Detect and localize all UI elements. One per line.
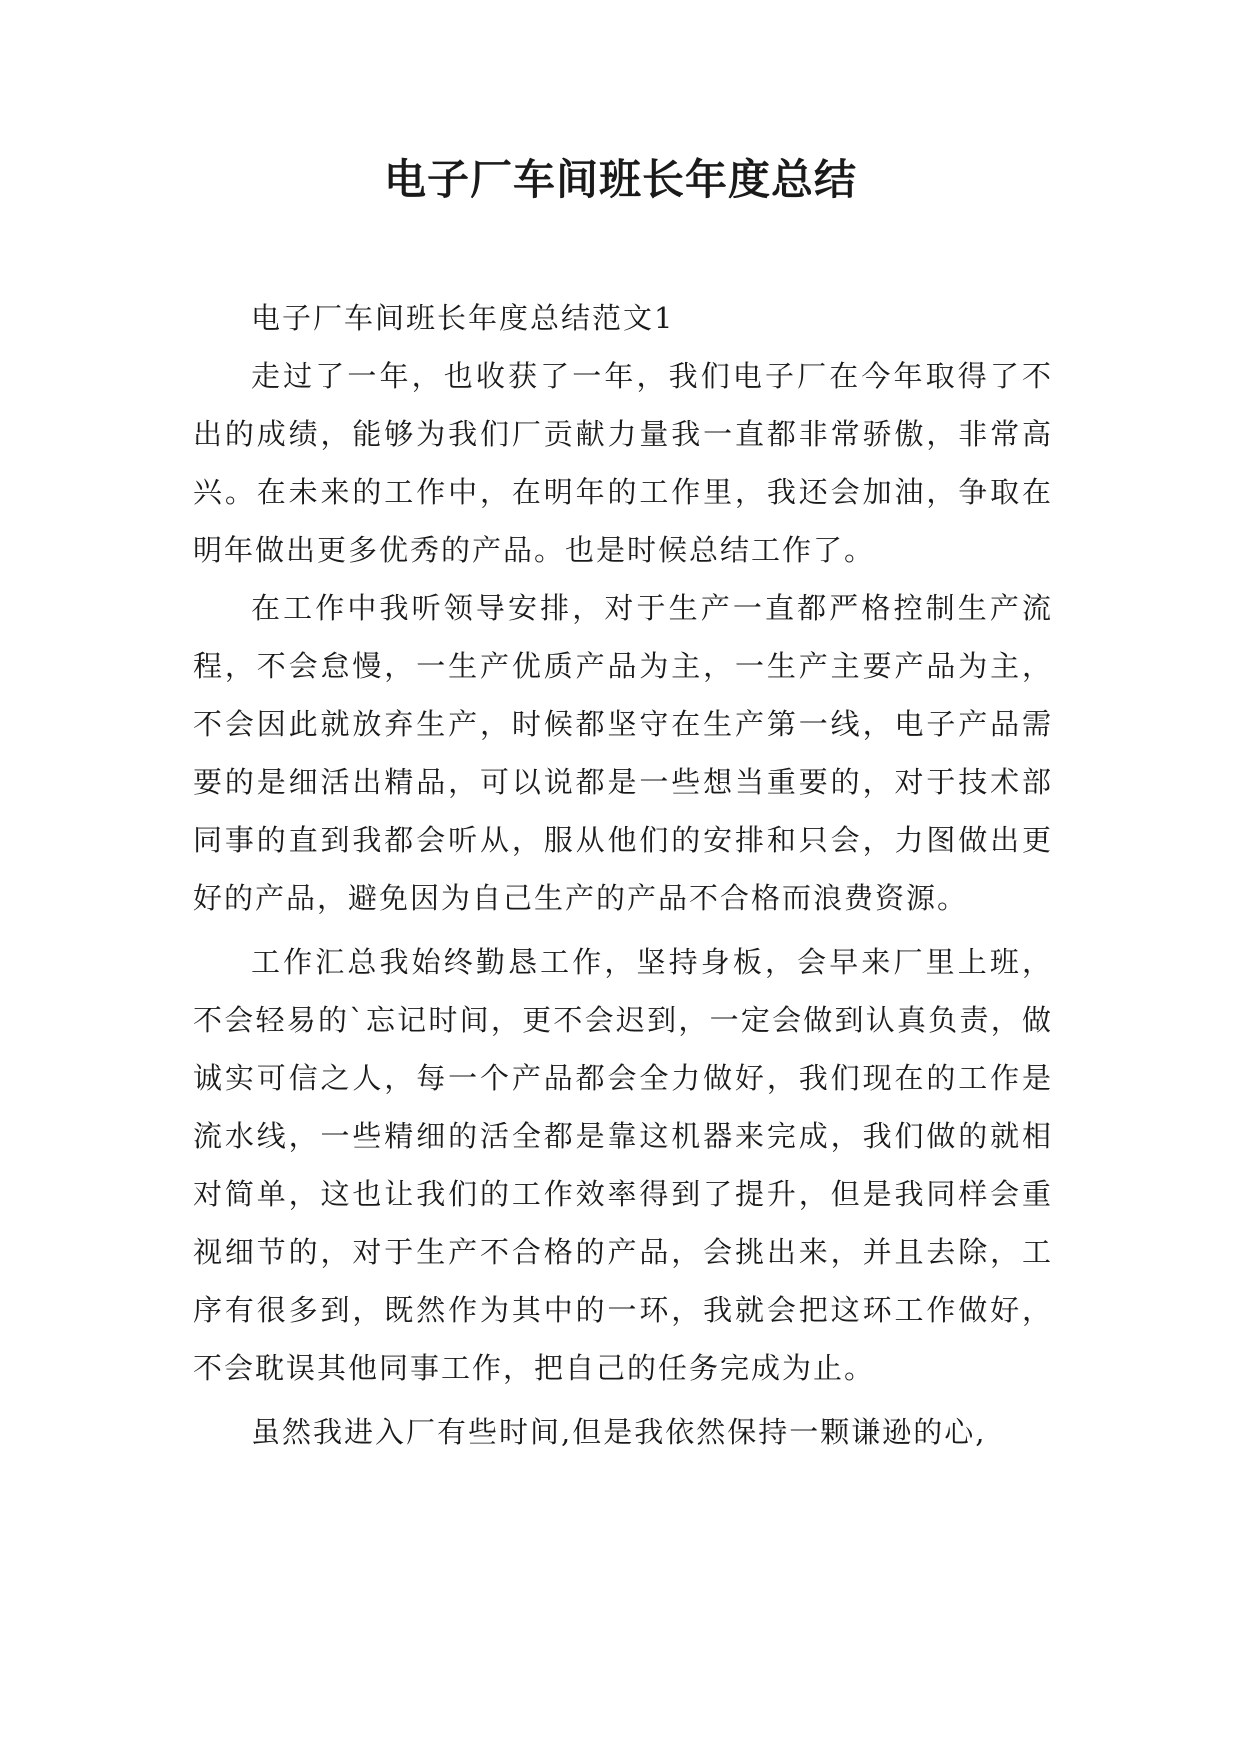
document-body — [193, 289, 1053, 1461]
paragraph: 虽然我进入厂有些时间,但是我依然保持一颗谦逊的心, — [251, 1415, 987, 1449]
document-title: 电子厂车间班长年度总结 — [383, 155, 857, 204]
section-heading: 电子厂车间班长年度总结范文1 — [251, 301, 675, 335]
paragraph: 工作汇总我始终勤恳工作，坚持身板，会早来厂里上班，不会轻易的`忘记时间，更不会迟到，一定会做到认真负责，做诚实可信之人，每一个产品都会全力做好，我们现在的工作是流水线，一些精细的活全都是靠这机器来完成，我们做的就相对简单，这也让我们的工作效率得到了提升，但是我同样会重视细节的，对于生产不合格的产品，会挑出来，并且去除，工序有很多到，既然作为其中的一环，我就会把这环工作做好，不会耽误其他同事工作，把自己的任务完成为止。 — [193, 945, 1053, 1385]
paragraph: 在工作中我听领导安排，对于生产一直都严格控制生产流程，不会怠慢，一生产优质产品为主，一生产主要产品为主，不会因此就放弃生产，时候都坚守在生产第一线，电子产品需要的是细活出精品，可以说都是一些想当重要的，对于技术部同事的直到我都会听从，服从他们的安排和只会，力图做出更好的产品，避免因为自己生产的产品不合格而浪费资源。 — [193, 591, 1053, 915]
paragraph: 走过了一年，也收获了一年，我们电子厂在今年取得了不出的成绩，能够为我们厂贡献力量我一直都非常骄傲，非常高兴。在未来的工作中，在明年的工作里，我还会加油，争取在明年做出更多优秀的产品。也是时候总结工作了。 — [193, 359, 1053, 567]
